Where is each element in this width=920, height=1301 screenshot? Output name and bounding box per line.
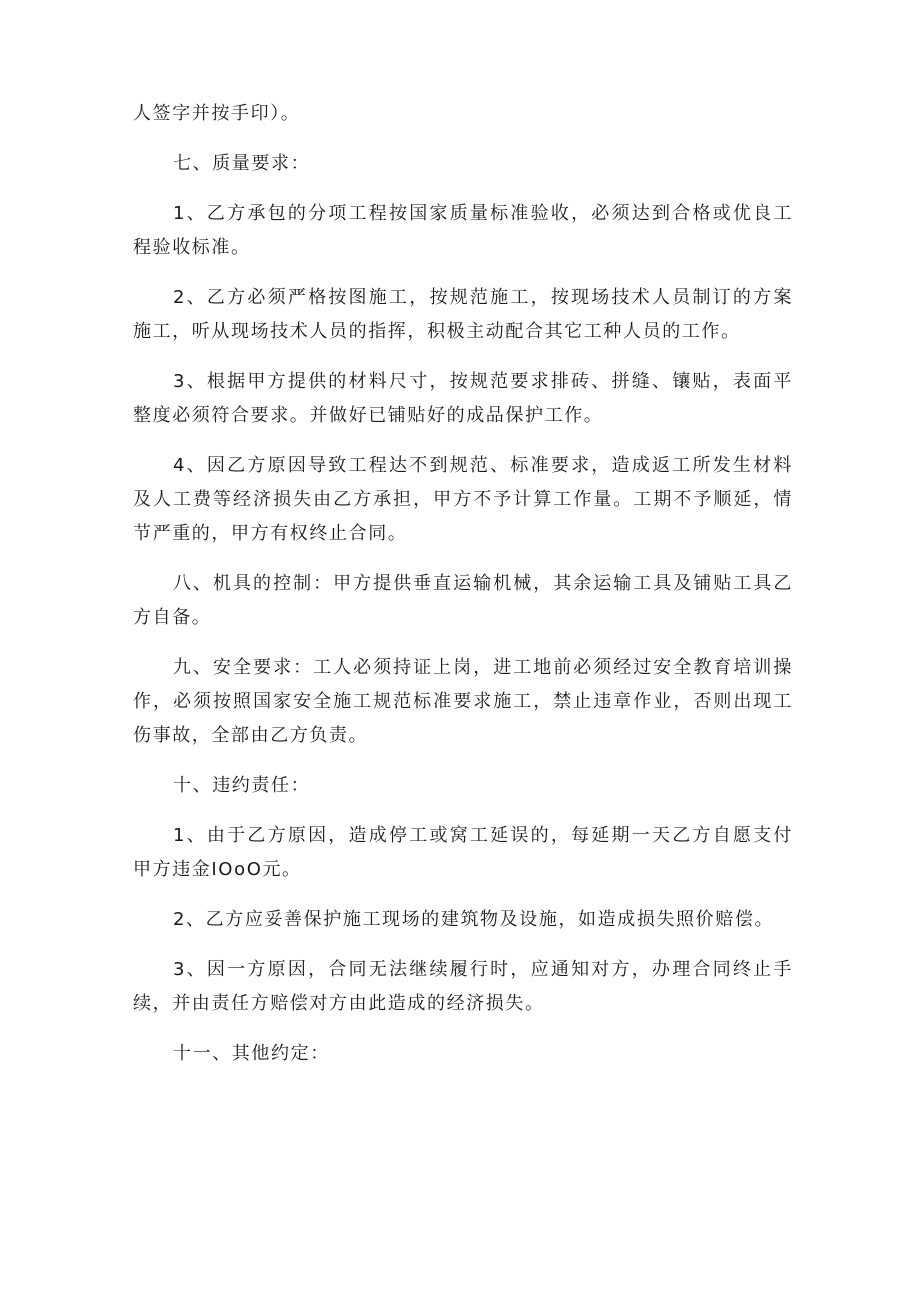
paragraph-quality-4: 4、因乙方原因导致工程达不到规范、标准要求，造成返工所发生材料及人工费等经济损失由乙方承担，甲方不予计算工作量。工期不予顺延，情节严重的，甲方有权终止合同。 xyxy=(133,455,793,544)
paragraph-quality-3: 3、根据甲方提供的材料尺寸，按规范要求排砖、拼缝、镶贴，表面平整度必须符合要求。并做好已铺贴好的成品保护工作。 xyxy=(133,371,793,426)
paragraph-liability-2: 2、乙方应妥善保护施工现场的建筑物及设施，如造成损失照价赔偿。 xyxy=(173,909,775,930)
section-heading-quality: 七、质量要求： xyxy=(173,153,311,174)
document-body xyxy=(133,97,793,1087)
section-safety: 九、安全要求：工人必须持证上岗，进工地前必须经过安全教育培训操作，必须按照国家安全施工规范标准要求施工，禁止违章作业，否则出现工伤事故，全部由乙方负责。 xyxy=(133,657,793,746)
paragraph-liability-3: 3、因一方原因，合同无法继续履行时，应通知对方，办理合同终止手续，并由责任方赔偿对方由此造成的经济损失。 xyxy=(133,959,793,1014)
paragraph-quality-1: 1、乙方承包的分项工程按国家质量标准验收，必须达到合格或优良工程验收标准。 xyxy=(133,203,793,258)
section-heading-other: 十一、其他约定： xyxy=(173,1043,330,1064)
section-heading-liability: 十、违约责任： xyxy=(173,775,311,796)
paragraph-continuation: 人签字并按手印）。 xyxy=(133,103,301,124)
paragraph-quality-2: 2、乙方必须严格按图施工，按规范施工，按现场技术人员制订的方案施工，听从现场技术人员的指挥，积极主动配合其它工种人员的工作。 xyxy=(133,287,793,342)
section-equipment: 八、机具的控制：甲方提供垂直运输机械，其余运输工具及铺贴工具乙方自备。 xyxy=(133,573,793,628)
paragraph-liability-1: 1、由于乙方原因，造成停工或窝工延误的，每延期一天乙方自愿支付甲方违金IOoO元。 xyxy=(133,825,793,880)
